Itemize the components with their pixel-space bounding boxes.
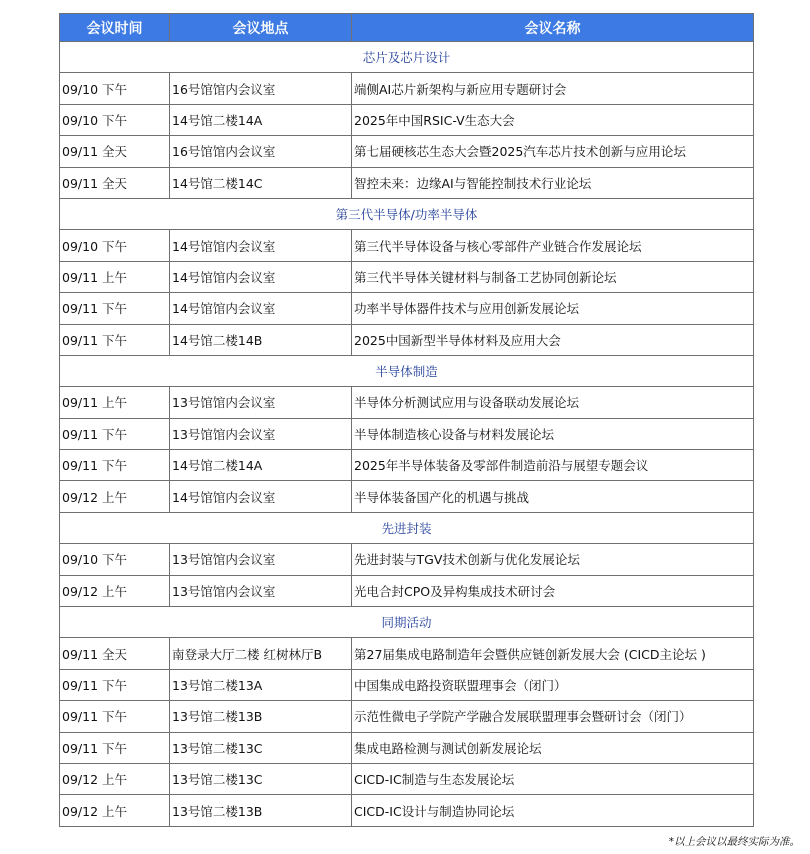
cell-name: 功率半导体器件技术与应用创新发展论坛 (352, 293, 754, 324)
cell-venue: 13号馆二楼13B (170, 795, 352, 826)
cell-time: 09/11 上午 (60, 387, 170, 418)
cell-venue: 13号馆二楼13C (170, 732, 352, 763)
cell-venue: 16号馆馆内会议室 (170, 136, 352, 167)
conference-schedule-table (59, 13, 754, 827)
table-row (60, 669, 754, 700)
cell-name: 智控未来：边缘AI与智能控制技术行业论坛 (352, 167, 754, 198)
cell-time: 09/11 下午 (60, 418, 170, 449)
cell-name: CICD-IC制造与生态发展论坛 (352, 763, 754, 794)
cell-name: 中国集成电路投资联盟理事会（闭门） (352, 669, 754, 700)
header-venue: 会议地点 (170, 14, 352, 42)
cell-venue: 13号馆二楼13A (170, 669, 352, 700)
table-row (60, 575, 754, 606)
cell-venue: 13号馆二楼13C (170, 763, 352, 794)
table-row (60, 544, 754, 575)
cell-time: 09/11 全天 (60, 167, 170, 198)
section-title: 芯片及芯片设计 (60, 42, 754, 73)
cell-name: 2025年半导体装备及零部件制造前沿与展望专题会议 (352, 450, 754, 481)
table-row (60, 293, 754, 324)
cell-name: 先进封装与TGV技术创新与优化发展论坛 (352, 544, 754, 575)
cell-venue: 14号馆馆内会议室 (170, 230, 352, 261)
cell-venue: 14号馆馆内会议室 (170, 293, 352, 324)
section-title: 同期活动 (60, 607, 754, 638)
cell-venue: 13号馆馆内会议室 (170, 544, 352, 575)
cell-name: 半导体装备国产化的机遇与挑战 (352, 481, 754, 512)
section-row (60, 355, 754, 386)
table-row (60, 387, 754, 418)
cell-name: 2025年中国RSIC-V生态大会 (352, 104, 754, 135)
cell-name: 集成电路检测与测试创新发展论坛 (352, 732, 754, 763)
cell-time: 09/11 全天 (60, 136, 170, 167)
footnote: *以上会议以最终实际为准。 (668, 836, 800, 848)
cell-time: 09/11 下午 (60, 669, 170, 700)
table-row (60, 104, 754, 135)
cell-name: 半导体分析测试应用与设备联动发展论坛 (352, 387, 754, 418)
cell-time: 09/11 下午 (60, 450, 170, 481)
cell-venue: 16号馆馆内会议室 (170, 73, 352, 104)
cell-time: 09/12 上午 (60, 763, 170, 794)
cell-time: 09/11 下午 (60, 701, 170, 732)
cell-venue: 13号馆馆内会议室 (170, 575, 352, 606)
table-row (60, 481, 754, 512)
section-row (60, 607, 754, 638)
cell-time: 09/10 下午 (60, 544, 170, 575)
cell-venue: 14号馆二楼14C (170, 167, 352, 198)
table-row (60, 136, 754, 167)
cell-time: 09/11 下午 (60, 293, 170, 324)
cell-time: 09/11 下午 (60, 324, 170, 355)
cell-name: 2025中国新型半导体材料及应用大会 (352, 324, 754, 355)
section-row (60, 42, 754, 73)
cell-time: 09/10 下午 (60, 104, 170, 135)
cell-name: 第七届硬核芯生态大会暨2025汽车芯片技术创新与应用论坛 (352, 136, 754, 167)
table-row (60, 638, 754, 669)
cell-venue: 14号馆二楼14A (170, 104, 352, 135)
table-row (60, 795, 754, 826)
cell-venue: 13号馆馆内会议室 (170, 387, 352, 418)
cell-name: 端侧AI芯片新架构与新应用专题研讨会 (352, 73, 754, 104)
cell-name: 光电合封CPO及异构集成技术研讨会 (352, 575, 754, 606)
cell-time: 09/12 上午 (60, 481, 170, 512)
section-row (60, 512, 754, 543)
section-title: 第三代半导体/功率半导体 (60, 198, 754, 229)
section-title: 先进封装 (60, 512, 754, 543)
cell-time: 09/12 上午 (60, 795, 170, 826)
table-row (60, 418, 754, 449)
table-row (60, 261, 754, 292)
table-row (60, 167, 754, 198)
section-row (60, 198, 754, 229)
table-row (60, 230, 754, 261)
cell-time: 09/10 下午 (60, 73, 170, 104)
cell-time: 09/10 下午 (60, 230, 170, 261)
cell-venue: 14号馆馆内会议室 (170, 261, 352, 292)
cell-time: 09/11 下午 (60, 732, 170, 763)
cell-venue: 14号馆馆内会议室 (170, 481, 352, 512)
table-row (60, 450, 754, 481)
table-row (60, 324, 754, 355)
cell-name: 示范性微电子学院产学融合发展联盟理事会暨研讨会（闭门） (352, 701, 754, 732)
header-name: 会议名称 (352, 14, 754, 42)
header-time: 会议时间 (60, 14, 170, 42)
table-row (60, 73, 754, 104)
section-title: 半导体制造 (60, 355, 754, 386)
cell-venue: 14号馆二楼14A (170, 450, 352, 481)
table-row (60, 763, 754, 794)
cell-name: 第三代半导体设备与核心零部件产业链合作发展论坛 (352, 230, 754, 261)
table-body (60, 42, 754, 827)
cell-venue: 13号馆二楼13B (170, 701, 352, 732)
table-header-row (60, 14, 754, 42)
cell-time: 09/12 上午 (60, 575, 170, 606)
cell-venue: 13号馆馆内会议室 (170, 418, 352, 449)
cell-name: CICD-IC设计与制造协同论坛 (352, 795, 754, 826)
cell-time: 09/11 上午 (60, 261, 170, 292)
cell-time: 09/11 全天 (60, 638, 170, 669)
cell-name: 半导体制造核心设备与材料发展论坛 (352, 418, 754, 449)
cell-name: 第三代半导体关键材料与制备工艺协同创新论坛 (352, 261, 754, 292)
cell-venue: 14号馆二楼14B (170, 324, 352, 355)
table-row (60, 732, 754, 763)
cell-venue: 南登录大厅二楼 红树林厅B (170, 638, 352, 669)
cell-name: 第27届集成电路制造年会暨供应链创新发展大会 (CICD主论坛 ) (352, 638, 754, 669)
table-row (60, 701, 754, 732)
